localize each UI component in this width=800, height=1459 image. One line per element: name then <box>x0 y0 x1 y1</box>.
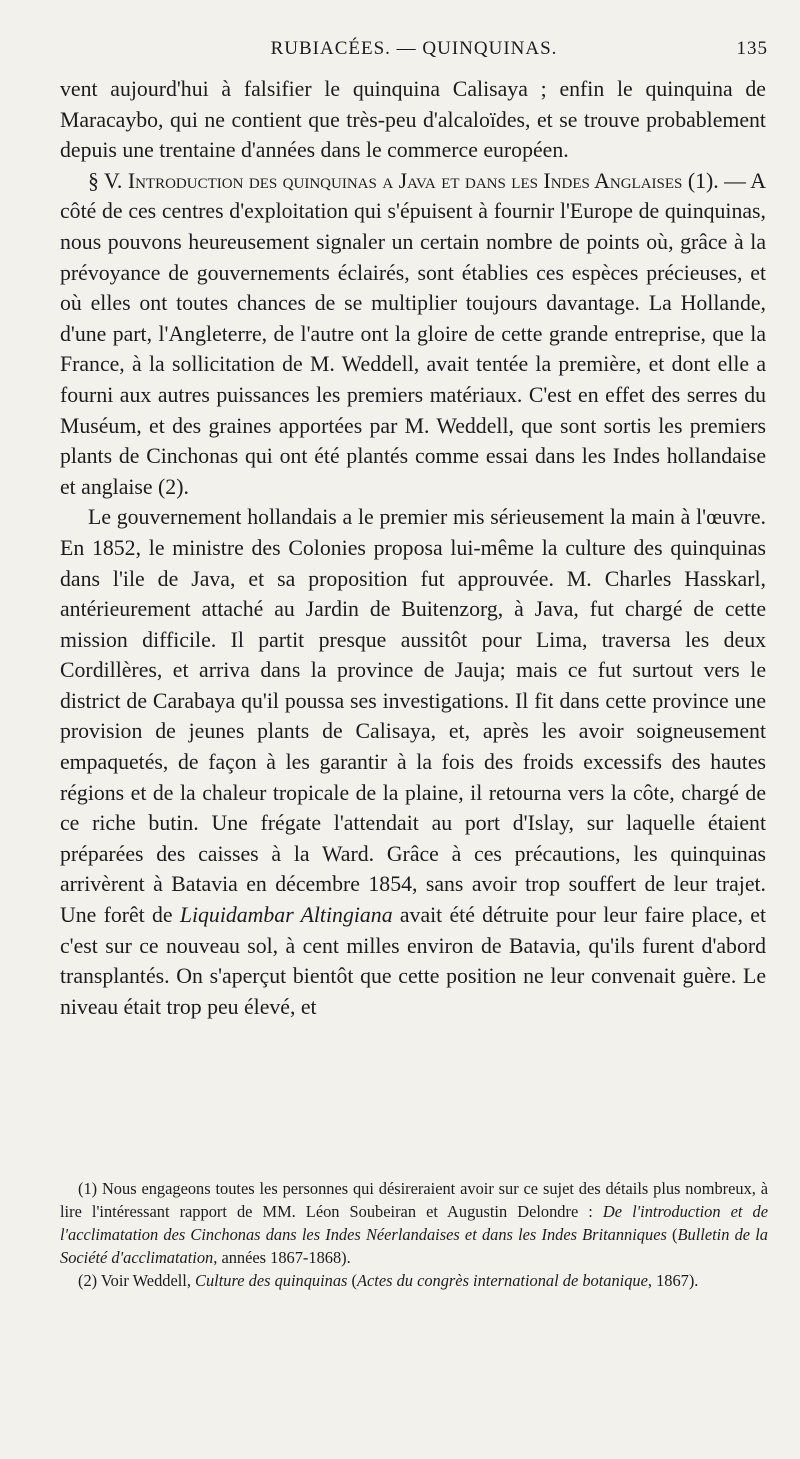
section-paragraph <box>60 166 766 503</box>
footnote-1-journal: Bulletin de la Société d'acclimatation <box>60 1225 769 1267</box>
footnote-2-title: Culture des quinquinas <box>195 1271 348 1290</box>
running-title: RUBIACÉES. — QUINQUINAS. <box>270 38 558 59</box>
footnote-2-text: (2) Voir Weddell, <box>78 1271 196 1290</box>
main-text <box>60 74 766 1022</box>
footnote-1-title: De l'introduction et de l'acclimatation des Cinchonas dans les Indes Néerlandaises et dans les Indes Britanniques <box>60 1202 769 1244</box>
paragraph-continuation: vent aujourd'hui à falsifier le quinquina Calisaya ; enfin le quinquina de Maracaybo, qui ne contient que très-peu d'alcaloïdes, et se trouve probablement depuis une trentaine d'années dans le commerce européen. <box>60 77 766 163</box>
footnote-1-paren: ( <box>666 1225 678 1244</box>
footnote-2-paren: ( <box>347 1271 357 1290</box>
section-text: — A côté de ces centres d'exploitation qui s'épuisent à fournir l'Europe de quinquinas, nous pouvons heureusement signaler un certain nombre de points où, grâce à la prévoyance de gouvernements éclairés, sont établies ces espèces précieuses, et où elles ont toutes chances de se multiplier toujours davantage. La Hollande, d'une part, l'Angleterre, de l'autre ont la gloire de cette grande entreprise, que la France, à la sollicitation de M. Weddell, avait tentée la première, et dont elle a fourni aux autres puissances les premiers matériaux. C'est en effet des serres du Muséum, et des graines apportées par M. Weddell, que sont sortis les premiers plants de Cinchonas qui ont été plantés comme essai dans les Indes hollandaise et anglaise (2). <box>60 168 766 499</box>
footnote-2-end: , 1867). <box>647 1271 699 1290</box>
section-heading: Introduction des quinquinas a Java et dans les Indes Anglaises <box>127 168 683 193</box>
paragraph-text: Le gouvernement hollandais a le premier mis sérieusement la main à l'œuvre. En 1852, le ministre des Colonies proposa lui-même la culture des quinquinas dans l'ile de Java, et sa proposition fut approuvée. M. Charles Hasskarl, antérieurement attaché au Jardin de Buitenzorg, à Java, fut chargé de cette mission difficile. Il partit presque aussitôt pour Lima, traversa les deux Cordillères, et arriva dans la province de Jauja; mais ce fut surtout vers le district de Carabaya qu'il poussa ses investigations. Il fit dans cette province une provision de jeunes plants de Calisaya, et, après les avoir soigneusement empaquetés, de façon à les garantir à la fois des froids excessifs des hautes régions et de la chaleur tropicale de la plaine, il retourna vers la côte, chargé de ce riche butin. Une frégate l'attendait au port d'Islay, sur laquelle étaient préparées des caisses à la Ward. Grâce à ces précautions, les quinquinas arrivèrent à Batavia en décembre 1854, sans avoir trop souffert de leur trajet. Une forêt de <box>60 505 766 928</box>
page-header <box>60 38 768 68</box>
footnote-2 <box>60 1269 768 1292</box>
footnotes <box>60 1177 768 1292</box>
paragraph-java <box>60 502 766 1022</box>
paragraph-text-end: avait été détruite pour leur faire place, et c'est sur ce nouveau sol, à cent milles environ de Batavia, qu'ils furent d'abord transplantés. On s'aperçut bientôt que cette position ne leur convenait guère. Le niveau était trop peu élevé, et <box>60 903 767 1019</box>
section-number: § V. <box>88 168 123 193</box>
footnote-1 <box>60 1177 768 1269</box>
species-name: Liquidambar Altingiana <box>179 903 393 928</box>
footnote-1-end: , années 1867-1868). <box>213 1248 351 1267</box>
footnote-ref: (1). <box>687 168 719 193</box>
page-number: 135 <box>736 38 768 59</box>
footnote-1-text: (1) Nous engageons toutes les personnes qui désireraient avoir sur ce sujet des détails plus nombreux, à lire l'intéressant rapport de MM. Léon Soubeiran et Augustin Delondre : <box>60 1179 768 1221</box>
footnote-2-journal: Actes du congrès international de botanique <box>356 1271 648 1290</box>
